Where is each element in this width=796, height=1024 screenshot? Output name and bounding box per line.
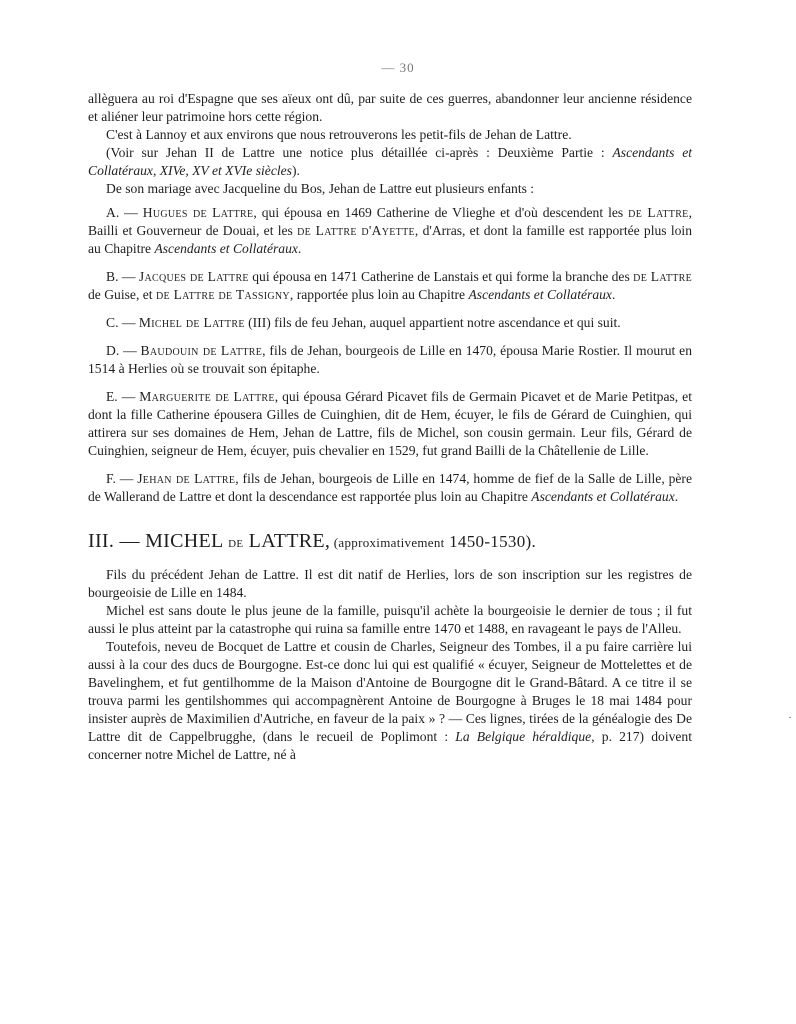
child-entry-d (88, 342, 692, 378)
page-number: — 30 (381, 60, 415, 75)
child-name: Baudouin de Lattre (140, 343, 263, 358)
child-entry-a (88, 204, 692, 258)
section-heading (88, 528, 692, 556)
paragraph-continuation: allèguera au roi d'Espagne que ses aïeux ont dû, par suite de ces guerres, abandonner leur ancienne résidence et aliéner leur patrimoine hors cette région. (88, 91, 692, 124)
paragraph-lannoy: C'est à Lannoy et aux environs que nous retrouverons les petit-fils de Jehan de Lattre. (106, 127, 572, 142)
notice-text: (Voir sur Jehan II de Lattre une notice plus détaillée ci-après : Deuxième Partie : (106, 145, 613, 160)
chapter-ref: Ascendants et Collatéraux (154, 241, 298, 256)
family-name: de Lattre (633, 269, 693, 284)
entry-letter: F. — (106, 471, 138, 486)
section-text: Toutefois, neveu de Bocquet de Lattre et cousin de Charles, Seigneur des Tombes, il a pu faire carrière lui aussi à la cour des ducs de Bourgogne. Est-ce donc lui qui est qualifié « écuyer, Seigneur de Mottelettes et de Bavelinghem, et fut gentilhomme de la Maison d'Antoine de Bourgogne dit le Grand-Bâtard. A ce titre il se trouva parmi les gentilshommes qui accompagnèrent Antoine de Bourgogne à Bruges le 18 mai 1484 pour insister auprès de Maximilien d'Autriche, en faveur de la paix » ? — Ces lignes, tirées de la généalogie des De Lattre dit de Cappelbrugghe, (dans le recueil de Poplimont : (88, 639, 692, 744)
entry-text: , fils de Jehan, bourgeois de Lille en 1470, épousa Marie Rostier. Il mourut en 1514 à Herlies où se trouvait son épitaphe. (88, 343, 693, 376)
entry-text: , qui épousa en 1469 Catherine de Vlieghe et d'où descendent les (253, 205, 629, 220)
section-paragraph-1: Fils du précédent Jehan de Lattre. Il est dit natif de Herlies, lors de son inscription sur les registres de bourgeoisie de Lille en 1484. (88, 567, 692, 600)
section-text: , p. 217) doivent concerner notre Michel de Lattre, né à (88, 729, 692, 762)
child-entry-f (88, 470, 692, 506)
paragraph-children-intro: De son mariage avec Jacqueline du Bos, Jehan de Lattre eut plusieurs enfants : (106, 181, 535, 196)
entry-letter: B. — (106, 269, 139, 284)
entry-text: , fils de Jehan, bourgeois de Lille en 1474, homme de fief de la Salle de Lille, père de Wallerand de Lattre et dont la descendance est rapportée plus loin au Chapitre (88, 471, 692, 504)
entry-text: . (297, 241, 302, 256)
entry-letter: D. — (106, 343, 141, 358)
heading-number: III. — MICHEL (88, 530, 229, 552)
child-name: Jacques de Lattre (138, 269, 249, 284)
margin-mark: · (788, 710, 792, 724)
entry-letter: C. — (106, 315, 139, 330)
chapter-ref: Ascendants et Collatéraux (468, 287, 612, 302)
child-name: Michel de Lattre (138, 315, 245, 330)
notice-close: ). (291, 163, 300, 178)
entry-text: , qui épousa Gérard Picavet fils de Germain Picavet et de Marie Petitpas, et dont la fille Catherine épousera Gilles de Cuinghien, dit de Hem, écuyer, le fils de Gérard de Cuinghien, qui attirera sur ses domaines de Hem, Jehan de Lattre, fils de Michel, son cousin germain. Leur fils, Gérard de Cuinghien, seigneur de Hem, écuyer, puis chevalier en 1529, fut grand Bailli de la Châtellenie de Lille. (88, 389, 692, 458)
heading-name: LATTRE, (243, 530, 331, 552)
child-entry-e (88, 388, 692, 460)
paragraph-notice (88, 144, 692, 180)
child-name: Hugues de Lattre (142, 205, 254, 220)
entry-text: (III) fils de feu Jehan, auquel appartient notre ascendance et qui suit. (244, 315, 621, 330)
entry-text: , rapportée plus loin au Chapitre (289, 287, 469, 302)
family-name: de Lattre de Tassigny (155, 287, 290, 302)
entry-text: de Guise, et (88, 287, 156, 302)
child-entry-b (88, 268, 692, 304)
child-name: Marguerite de Lattre (139, 389, 275, 404)
entry-text: , Bailli et Gouverneur de Douai, et les (88, 205, 692, 238)
entry-letter: E. — (106, 389, 140, 404)
family-name: de Lattre (628, 205, 689, 220)
entry-text: . (674, 489, 679, 504)
heading-particle: de (228, 535, 244, 551)
section-paragraph-3 (88, 638, 692, 764)
chapter-ref: Ascendants et Collatéraux (531, 489, 675, 504)
heading-approx: (approximativement (330, 535, 445, 550)
entry-text: . (611, 287, 616, 302)
entry-letter: A. — (106, 205, 143, 220)
child-name: Jehan de Lattre (137, 471, 236, 486)
book-title: La Belgique héraldique (455, 729, 592, 744)
notice-chapter-ref: Ascendants et Collatéraux, XIVe, XV et XVIe siècles (88, 145, 693, 178)
page-content (88, 90, 692, 764)
family-name: de Lattre d'Ayette (297, 223, 415, 238)
child-entry-c (88, 314, 692, 332)
heading-dates: 1450-1530). (444, 532, 537, 551)
entry-text: qui épousa en 1471 Catherine de Lanstais et qui forme la branche des (248, 269, 634, 284)
section-paragraph-2: Michel est sans doute le plus jeune de la famille, puisqu'il achète la bourgeoisie le dernier de tous ; il fut aussi le plus atteint par la catastrophe qui ruina sa famille entre 1470 et 1488, en ravageant le pays de l'Alleu. (88, 603, 692, 636)
entry-text: , d'Arras, et dont la famille est rapportée plus loin au Chapitre (88, 223, 692, 256)
